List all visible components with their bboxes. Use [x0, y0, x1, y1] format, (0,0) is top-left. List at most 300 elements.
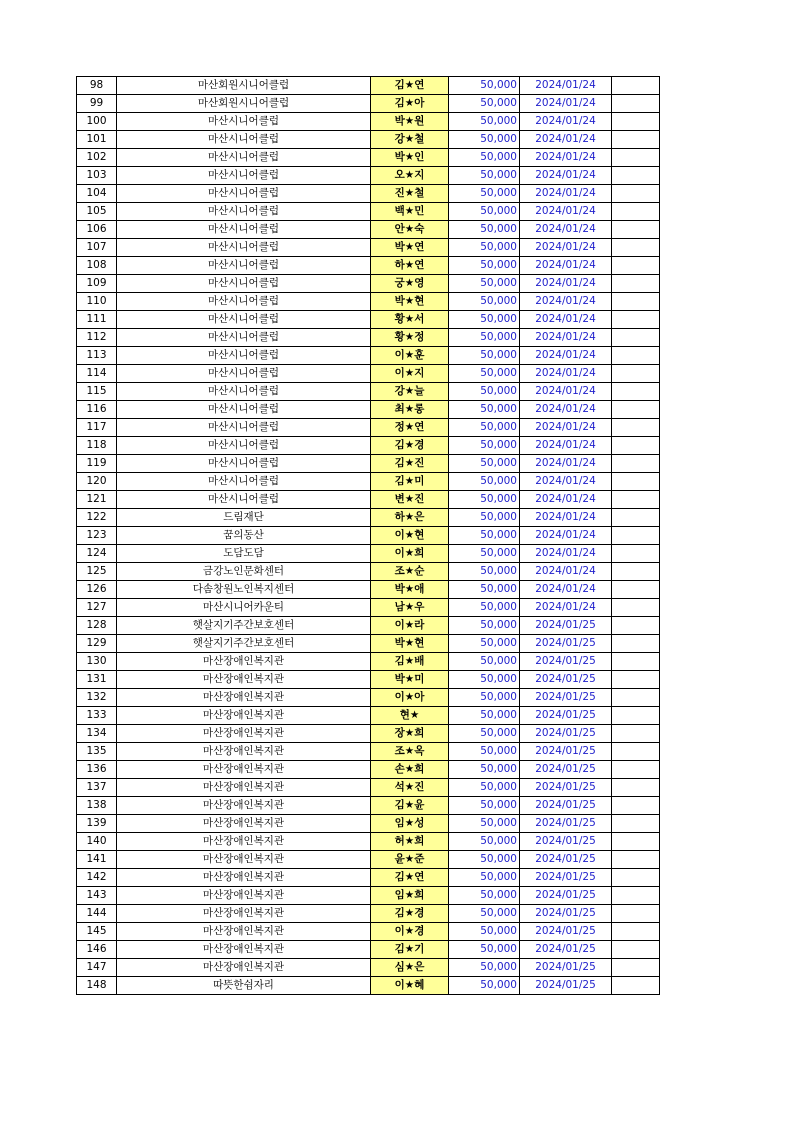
date-cell: 2024/01/24 [520, 257, 612, 275]
date-cell: 2024/01/24 [520, 329, 612, 347]
date-cell: 2024/01/25 [520, 833, 612, 851]
date-cell: 2024/01/25 [520, 797, 612, 815]
date-cell: 2024/01/24 [520, 419, 612, 437]
date-cell: 2024/01/24 [520, 365, 612, 383]
date-cell: 2024/01/25 [520, 671, 612, 689]
note-cell [612, 311, 660, 329]
organization-cell: 마산시니어클럽 [117, 365, 371, 383]
organization-cell: 마산장애인복지관 [117, 689, 371, 707]
organization-cell: 마산시니어클럽 [117, 167, 371, 185]
recipient-name-cell: 박★연 [371, 239, 449, 257]
row-number-cell: 115 [77, 383, 117, 401]
table-row [77, 833, 660, 851]
organization-cell: 마산시니어클럽 [117, 239, 371, 257]
note-cell [612, 239, 660, 257]
amount-cell: 50,000 [449, 149, 520, 167]
table-row [77, 959, 660, 977]
organization-cell: 마산시니어클럽 [117, 203, 371, 221]
note-cell [612, 149, 660, 167]
date-cell: 2024/01/25 [520, 923, 612, 941]
recipient-name-cell: 이★라 [371, 617, 449, 635]
table-row [77, 437, 660, 455]
organization-cell: 햇살지기주간보호센터 [117, 617, 371, 635]
amount-cell: 50,000 [449, 527, 520, 545]
note-cell [612, 923, 660, 941]
note-cell [612, 779, 660, 797]
recipient-name-cell: 손★희 [371, 761, 449, 779]
table-row [77, 185, 660, 203]
organization-cell: 햇살지기주간보호센터 [117, 635, 371, 653]
recipient-name-cell: 장★희 [371, 725, 449, 743]
date-cell: 2024/01/25 [520, 815, 612, 833]
table-row [77, 815, 660, 833]
recipient-name-cell: 김★배 [371, 653, 449, 671]
table-row [77, 797, 660, 815]
table-row [77, 203, 660, 221]
date-cell: 2024/01/24 [520, 95, 612, 113]
amount-cell: 50,000 [449, 923, 520, 941]
table-row [77, 419, 660, 437]
amount-cell: 50,000 [449, 545, 520, 563]
organization-cell: 마산시니어클럽 [117, 221, 371, 239]
table-row [77, 779, 660, 797]
row-number-cell: 139 [77, 815, 117, 833]
organization-cell: 마산장애인복지관 [117, 833, 371, 851]
note-cell [612, 599, 660, 617]
amount-cell: 50,000 [449, 77, 520, 95]
note-cell [612, 545, 660, 563]
row-number-cell: 147 [77, 959, 117, 977]
amount-cell: 50,000 [449, 977, 520, 995]
row-number-cell: 102 [77, 149, 117, 167]
note-cell [612, 383, 660, 401]
organization-cell: 마산시니어클럽 [117, 419, 371, 437]
row-number-cell: 133 [77, 707, 117, 725]
table-row [77, 401, 660, 419]
date-cell: 2024/01/24 [520, 527, 612, 545]
date-cell: 2024/01/25 [520, 707, 612, 725]
note-cell [612, 203, 660, 221]
note-cell [612, 473, 660, 491]
note-cell [612, 815, 660, 833]
note-cell [612, 365, 660, 383]
row-number-cell: 140 [77, 833, 117, 851]
organization-cell: 마산회원시니어클럽 [117, 77, 371, 95]
organization-cell: 마산시니어클럽 [117, 131, 371, 149]
recipient-name-cell: 김★경 [371, 905, 449, 923]
recipient-name-cell: 박★현 [371, 293, 449, 311]
table-row [77, 671, 660, 689]
amount-cell: 50,000 [449, 833, 520, 851]
recipient-name-cell: 최★롱 [371, 401, 449, 419]
row-number-cell: 100 [77, 113, 117, 131]
table-row [77, 563, 660, 581]
row-number-cell: 143 [77, 887, 117, 905]
amount-cell: 50,000 [449, 257, 520, 275]
date-cell: 2024/01/24 [520, 473, 612, 491]
table-row [77, 491, 660, 509]
row-number-cell: 144 [77, 905, 117, 923]
row-number-cell: 141 [77, 851, 117, 869]
table-row [77, 473, 660, 491]
recipient-name-cell: 이★아 [371, 689, 449, 707]
amount-cell: 50,000 [449, 131, 520, 149]
date-cell: 2024/01/25 [520, 869, 612, 887]
organization-cell: 마산장애인복지관 [117, 671, 371, 689]
amount-cell: 50,000 [449, 779, 520, 797]
table-row [77, 689, 660, 707]
date-cell: 2024/01/25 [520, 761, 612, 779]
row-number-cell: 146 [77, 941, 117, 959]
table-row [77, 941, 660, 959]
organization-cell: 마산시니어클럽 [117, 293, 371, 311]
table-row [77, 887, 660, 905]
organization-cell: 마산장애인복지관 [117, 761, 371, 779]
note-cell [612, 347, 660, 365]
organization-cell: 마산시니어클럽 [117, 401, 371, 419]
note-cell [612, 293, 660, 311]
row-number-cell: 119 [77, 455, 117, 473]
table-row [77, 95, 660, 113]
note-cell [612, 887, 660, 905]
note-cell [612, 689, 660, 707]
organization-cell: 따뜻한쉼자리 [117, 977, 371, 995]
recipient-name-cell: 김★진 [371, 455, 449, 473]
row-number-cell: 142 [77, 869, 117, 887]
organization-cell: 마산시니어클럽 [117, 149, 371, 167]
organization-cell: 마산장애인복지관 [117, 779, 371, 797]
amount-cell: 50,000 [449, 203, 520, 221]
table-row [77, 149, 660, 167]
amount-cell: 50,000 [449, 113, 520, 131]
table-row [77, 527, 660, 545]
table-row [77, 509, 660, 527]
recipient-name-cell: 이★현 [371, 527, 449, 545]
date-cell: 2024/01/25 [520, 977, 612, 995]
table-row [77, 257, 660, 275]
table-row [77, 743, 660, 761]
row-number-cell: 114 [77, 365, 117, 383]
table-row [77, 761, 660, 779]
note-cell [612, 653, 660, 671]
recipient-name-cell: 오★지 [371, 167, 449, 185]
amount-cell: 50,000 [449, 959, 520, 977]
date-cell: 2024/01/24 [520, 509, 612, 527]
amount-cell: 50,000 [449, 869, 520, 887]
table-row [77, 329, 660, 347]
table-row [77, 653, 660, 671]
date-cell: 2024/01/25 [520, 653, 612, 671]
organization-cell: 금강노인문화센터 [117, 563, 371, 581]
date-cell: 2024/01/24 [520, 401, 612, 419]
organization-cell: 마산시니어클럽 [117, 455, 371, 473]
date-cell: 2024/01/24 [520, 77, 612, 95]
table-row [77, 77, 660, 95]
row-number-cell: 101 [77, 131, 117, 149]
amount-cell: 50,000 [449, 347, 520, 365]
organization-cell: 마산장애인복지관 [117, 653, 371, 671]
date-cell: 2024/01/24 [520, 185, 612, 203]
date-cell: 2024/01/24 [520, 545, 612, 563]
organization-cell: 마산시니어클럽 [117, 275, 371, 293]
table-body [77, 77, 660, 995]
recipient-name-cell: 이★경 [371, 923, 449, 941]
note-cell [612, 527, 660, 545]
amount-cell: 50,000 [449, 707, 520, 725]
row-number-cell: 123 [77, 527, 117, 545]
date-cell: 2024/01/24 [520, 293, 612, 311]
note-cell [612, 581, 660, 599]
table-row [77, 545, 660, 563]
recipient-name-cell: 박★원 [371, 113, 449, 131]
recipient-name-cell: 황★서 [371, 311, 449, 329]
recipient-name-cell: 김★기 [371, 941, 449, 959]
table-row [77, 293, 660, 311]
table-row [77, 851, 660, 869]
row-number-cell: 131 [77, 671, 117, 689]
organization-cell: 마산장애인복지관 [117, 869, 371, 887]
organization-cell: 마산시니어클럽 [117, 185, 371, 203]
row-number-cell: 134 [77, 725, 117, 743]
amount-cell: 50,000 [449, 419, 520, 437]
table-row [77, 347, 660, 365]
amount-cell: 50,000 [449, 473, 520, 491]
date-cell: 2024/01/25 [520, 851, 612, 869]
table-row [77, 635, 660, 653]
row-number-cell: 130 [77, 653, 117, 671]
note-cell [612, 113, 660, 131]
row-number-cell: 111 [77, 311, 117, 329]
recipient-name-cell: 이★혜 [371, 977, 449, 995]
note-cell [612, 257, 660, 275]
date-cell: 2024/01/24 [520, 149, 612, 167]
recipient-name-cell: 김★연 [371, 869, 449, 887]
note-cell [612, 401, 660, 419]
note-cell [612, 275, 660, 293]
amount-cell: 50,000 [449, 455, 520, 473]
amount-cell: 50,000 [449, 851, 520, 869]
table-row [77, 311, 660, 329]
amount-cell: 50,000 [449, 815, 520, 833]
recipient-name-cell: 변★진 [371, 491, 449, 509]
recipient-name-cell: 이★지 [371, 365, 449, 383]
row-number-cell: 99 [77, 95, 117, 113]
date-cell: 2024/01/24 [520, 383, 612, 401]
amount-cell: 50,000 [449, 239, 520, 257]
note-cell [612, 437, 660, 455]
amount-cell: 50,000 [449, 887, 520, 905]
recipient-name-cell: 하★은 [371, 509, 449, 527]
date-cell: 2024/01/24 [520, 437, 612, 455]
organization-cell: 마산시니어클럽 [117, 437, 371, 455]
date-cell: 2024/01/24 [520, 113, 612, 131]
date-cell: 2024/01/24 [520, 275, 612, 293]
row-number-cell: 118 [77, 437, 117, 455]
recipient-name-cell: 이★훈 [371, 347, 449, 365]
date-cell: 2024/01/24 [520, 563, 612, 581]
table-row [77, 923, 660, 941]
date-cell: 2024/01/25 [520, 725, 612, 743]
note-cell [612, 797, 660, 815]
note-cell [612, 743, 660, 761]
row-number-cell: 127 [77, 599, 117, 617]
organization-cell: 마산시니어클럽 [117, 257, 371, 275]
organization-cell: 마산장애인복지관 [117, 743, 371, 761]
organization-cell: 도담도담 [117, 545, 371, 563]
date-cell: 2024/01/24 [520, 599, 612, 617]
organization-cell: 마산장애인복지관 [117, 887, 371, 905]
note-cell [612, 509, 660, 527]
amount-cell: 50,000 [449, 761, 520, 779]
amount-cell: 50,000 [449, 689, 520, 707]
row-number-cell: 135 [77, 743, 117, 761]
table-row [77, 599, 660, 617]
recipient-name-cell: 윤★준 [371, 851, 449, 869]
note-cell [612, 419, 660, 437]
note-cell [612, 563, 660, 581]
organization-cell: 마산시니어클럽 [117, 473, 371, 491]
table-row [77, 725, 660, 743]
recipient-name-cell: 이★희 [371, 545, 449, 563]
amount-cell: 50,000 [449, 383, 520, 401]
amount-cell: 50,000 [449, 617, 520, 635]
note-cell [612, 221, 660, 239]
amount-cell: 50,000 [449, 293, 520, 311]
amount-cell: 50,000 [449, 221, 520, 239]
row-number-cell: 125 [77, 563, 117, 581]
date-cell: 2024/01/25 [520, 689, 612, 707]
recipient-name-cell: 심★은 [371, 959, 449, 977]
amount-cell: 50,000 [449, 581, 520, 599]
organization-cell: 마산장애인복지관 [117, 725, 371, 743]
row-number-cell: 126 [77, 581, 117, 599]
organization-cell: 마산시니어클럽 [117, 329, 371, 347]
amount-cell: 50,000 [449, 509, 520, 527]
recipient-name-cell: 현★ [371, 707, 449, 725]
table-row [77, 113, 660, 131]
table-row [77, 581, 660, 599]
organization-cell: 마산장애인복지관 [117, 707, 371, 725]
note-cell [612, 455, 660, 473]
note-cell [612, 725, 660, 743]
organization-cell: 마산시니어클럽 [117, 383, 371, 401]
row-number-cell: 112 [77, 329, 117, 347]
row-number-cell: 129 [77, 635, 117, 653]
recipient-name-cell: 임★성 [371, 815, 449, 833]
note-cell [612, 635, 660, 653]
recipient-name-cell: 허★희 [371, 833, 449, 851]
row-number-cell: 138 [77, 797, 117, 815]
amount-cell: 50,000 [449, 365, 520, 383]
table-row [77, 707, 660, 725]
recipient-name-cell: 강★철 [371, 131, 449, 149]
note-cell [612, 131, 660, 149]
amount-cell: 50,000 [449, 797, 520, 815]
amount-cell: 50,000 [449, 905, 520, 923]
recipient-name-cell: 백★민 [371, 203, 449, 221]
organization-cell: 마산장애인복지관 [117, 941, 371, 959]
row-number-cell: 120 [77, 473, 117, 491]
organization-cell: 다솜창원노인복지센터 [117, 581, 371, 599]
date-cell: 2024/01/24 [520, 491, 612, 509]
table-row [77, 239, 660, 257]
donation-list-table [76, 76, 660, 995]
amount-cell: 50,000 [449, 653, 520, 671]
row-number-cell: 109 [77, 275, 117, 293]
amount-cell: 50,000 [449, 491, 520, 509]
note-cell [612, 617, 660, 635]
recipient-name-cell: 하★연 [371, 257, 449, 275]
table-row [77, 869, 660, 887]
recipient-name-cell: 강★늘 [371, 383, 449, 401]
organization-cell: 마산시니어클럽 [117, 491, 371, 509]
recipient-name-cell: 박★미 [371, 671, 449, 689]
note-cell [612, 977, 660, 995]
date-cell: 2024/01/24 [520, 581, 612, 599]
note-cell [612, 707, 660, 725]
amount-cell: 50,000 [449, 95, 520, 113]
table-row [77, 221, 660, 239]
organization-cell: 마산장애인복지관 [117, 905, 371, 923]
row-number-cell: 108 [77, 257, 117, 275]
organization-cell: 마산장애인복지관 [117, 815, 371, 833]
row-number-cell: 145 [77, 923, 117, 941]
row-number-cell: 132 [77, 689, 117, 707]
recipient-name-cell: 박★현 [371, 635, 449, 653]
date-cell: 2024/01/24 [520, 455, 612, 473]
date-cell: 2024/01/25 [520, 779, 612, 797]
amount-cell: 50,000 [449, 401, 520, 419]
note-cell [612, 185, 660, 203]
recipient-name-cell: 진★철 [371, 185, 449, 203]
recipient-name-cell: 조★옥 [371, 743, 449, 761]
row-number-cell: 105 [77, 203, 117, 221]
date-cell: 2024/01/25 [520, 887, 612, 905]
date-cell: 2024/01/25 [520, 743, 612, 761]
table-row [77, 167, 660, 185]
amount-cell: 50,000 [449, 311, 520, 329]
date-cell: 2024/01/25 [520, 959, 612, 977]
organization-cell: 마산시니어클럽 [117, 113, 371, 131]
note-cell [612, 167, 660, 185]
table-row [77, 365, 660, 383]
row-number-cell: 104 [77, 185, 117, 203]
table-row [77, 977, 660, 995]
organization-cell: 마산장애인복지관 [117, 851, 371, 869]
row-number-cell: 103 [77, 167, 117, 185]
note-cell [612, 905, 660, 923]
organization-cell: 마산회원시니어클럽 [117, 95, 371, 113]
date-cell: 2024/01/25 [520, 941, 612, 959]
amount-cell: 50,000 [449, 599, 520, 617]
organization-cell: 마산시니어클럽 [117, 347, 371, 365]
recipient-name-cell: 김★아 [371, 95, 449, 113]
date-cell: 2024/01/24 [520, 311, 612, 329]
note-cell [612, 95, 660, 113]
note-cell [612, 671, 660, 689]
table-row [77, 383, 660, 401]
table-row [77, 905, 660, 923]
note-cell [612, 761, 660, 779]
recipient-name-cell: 김★윤 [371, 797, 449, 815]
note-cell [612, 491, 660, 509]
recipient-name-cell: 김★경 [371, 437, 449, 455]
date-cell: 2024/01/24 [520, 203, 612, 221]
recipient-name-cell: 안★숙 [371, 221, 449, 239]
row-number-cell: 110 [77, 293, 117, 311]
amount-cell: 50,000 [449, 671, 520, 689]
row-number-cell: 121 [77, 491, 117, 509]
